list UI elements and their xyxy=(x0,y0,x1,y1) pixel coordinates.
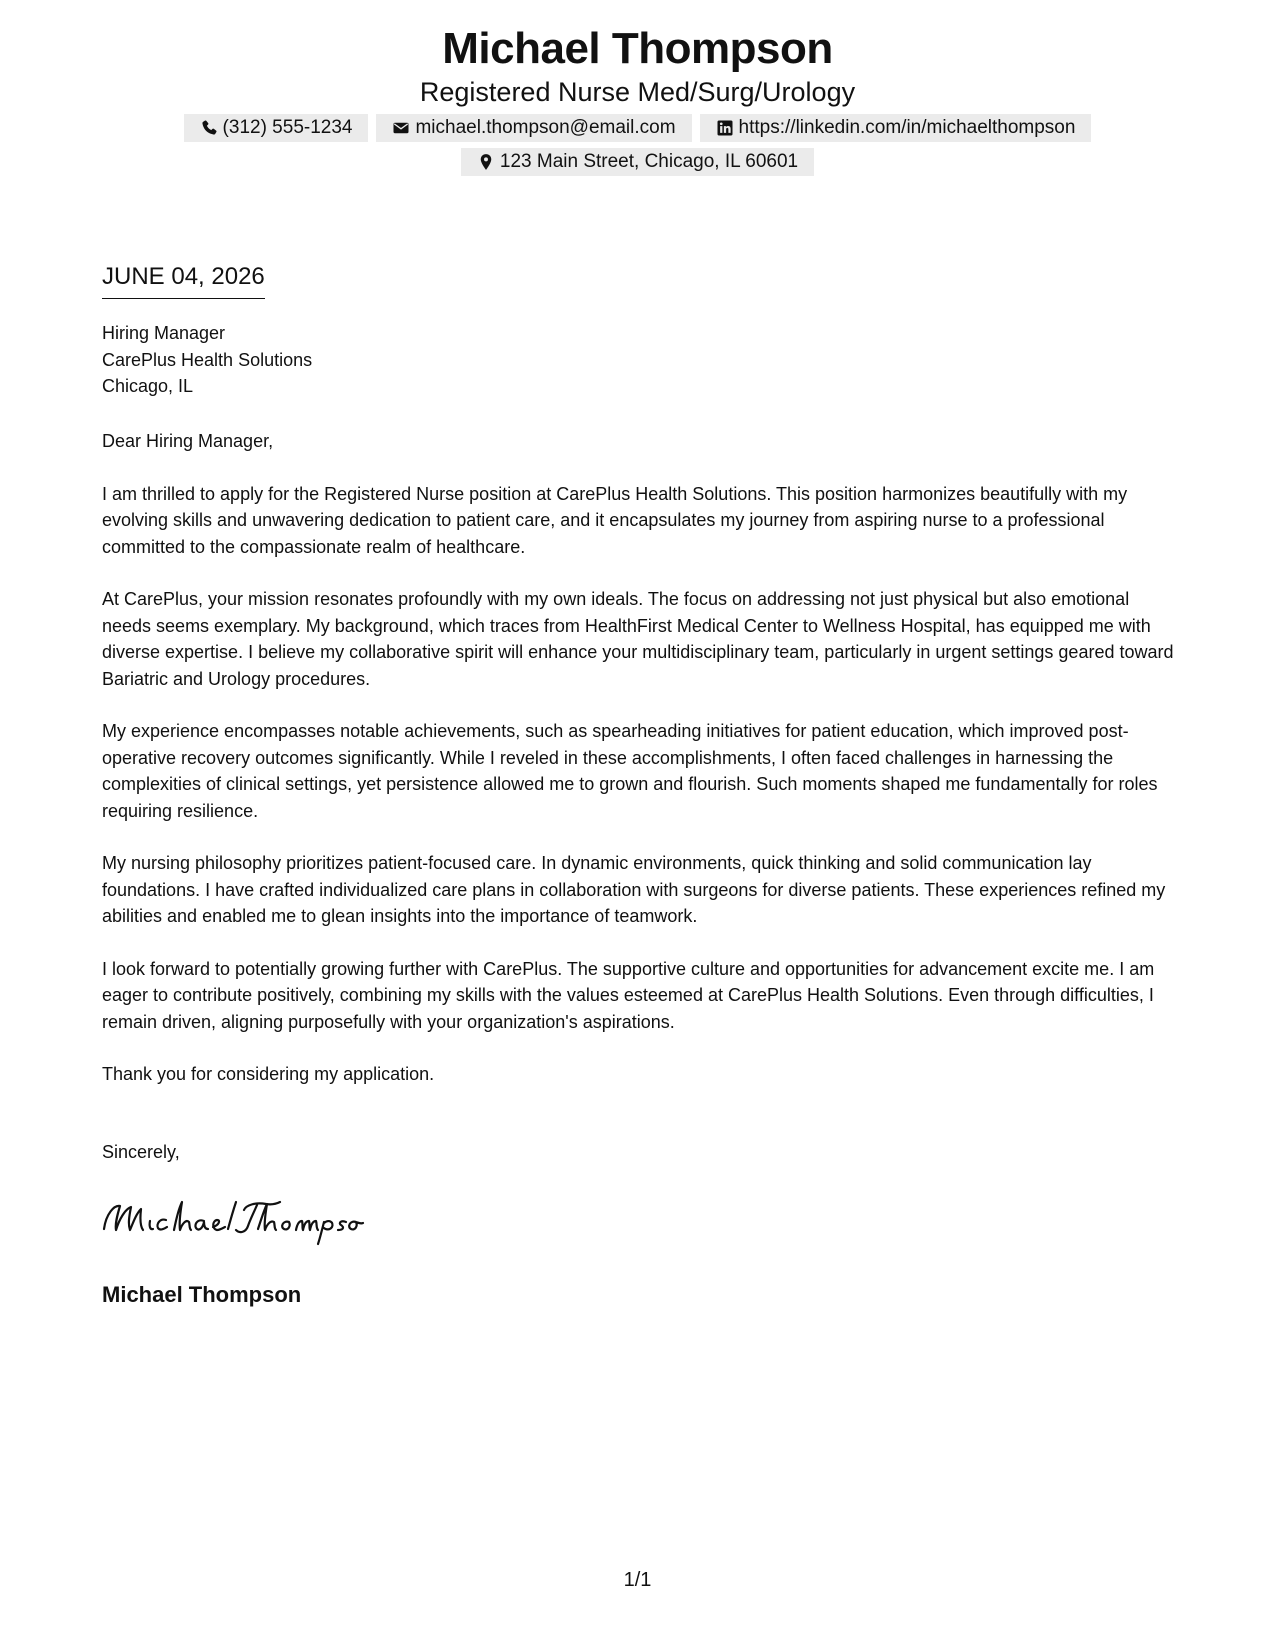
applicant-name: Michael Thompson xyxy=(442,24,833,73)
signed-name: Michael Thompson xyxy=(102,1282,302,1307)
contact-row xyxy=(0,114,1275,142)
linkedin-text: https://linkedin.com/in/michaelthompson xyxy=(738,117,1076,138)
email-text: michael.thompson@email.com xyxy=(415,117,676,138)
letter-header xyxy=(0,22,1275,108)
body-paragraph: My experience encompasses notable achievements, such as spearheading initiatives for patient education, which improved post-operative recovery outcomes significantly. While I reveled in these accomplishments, I often faced challenges in harnessing the complexities of clinical settings, yet persistence allowed me to grown and flourish. Such moments shaped me fundamentally for roles requiring resilience. xyxy=(102,721,1158,821)
handwritten-signature xyxy=(100,1196,365,1253)
recipient-block xyxy=(102,320,312,400)
recipient-line: Hiring Manager xyxy=(102,323,226,343)
contact-row-address xyxy=(0,148,1275,176)
address-text: 123 Main Street, Chicago, IL 60601 xyxy=(499,151,799,172)
greeting: Dear Hiring Manager, xyxy=(102,431,274,451)
letter-date: JUNE 04, 2026 xyxy=(102,262,265,299)
recipient-line: Chicago, IL xyxy=(102,376,194,396)
map-marker-icon xyxy=(477,153,495,171)
linkedin-chip[interactable] xyxy=(700,114,1092,142)
linkedin-icon xyxy=(716,119,734,137)
envelope-icon xyxy=(392,119,410,137)
page-number: 1/1 xyxy=(623,1569,652,1591)
letter-body xyxy=(102,428,1177,1114)
address-chip xyxy=(461,148,814,176)
phone-chip xyxy=(184,114,369,142)
phone-text: (312) 555-1234 xyxy=(222,117,353,138)
body-paragraph: Thank you for considering my application. xyxy=(102,1064,435,1084)
closing: Sincerely, xyxy=(102,1142,180,1162)
body-paragraph: At CarePlus, your mission resonates profoundly with my own ideals. The focus on addressing not just physical but also emotional needs seems exemplary. My background, which traces from HealthFirst Medical Center to Wellness Hospital, has equipped me with diverse expertise. I believe my collaborative spirit will enhance your multidisciplinary team, particularly in urgent settings geared toward Bariatric and Urology procedures. xyxy=(102,589,1174,689)
body-paragraph: I am thrilled to apply for the Registered Nurse position at CarePlus Health Solutions. This position harmonizes beautifully with my evolving skills and unwavering dedication to patient care, and it encapsulates my journey from aspiring nurse to a professional committed to the compassionate realm of healthcare. xyxy=(102,483,1128,557)
applicant-title: Registered Nurse Med/Surg/Urology xyxy=(419,77,856,107)
email-chip[interactable] xyxy=(376,114,691,142)
body-paragraph: My nursing philosophy prioritizes patient-focused care. In dynamic environments, quick thinking and solid communication lay foundations. I have crafted individualized care plans in collaboration with surgeons for diverse patients. These experiences refined my abilities and enabled me to glean insights into the importance of teamwork. xyxy=(102,853,1166,926)
body-paragraph: I look forward to potentially growing further with CarePlus. The supportive culture and opportunities for advancement excite me. I am eager to contribute positively, combining my skills with the values esteemed at CarePlus Health Solutions. Even through difficulties, I remain driven, aligning purposefully with your organization's aspirations. xyxy=(102,958,1155,1032)
phone-icon xyxy=(200,119,218,137)
recipient-line: CarePlus Health Solutions xyxy=(102,349,313,370)
